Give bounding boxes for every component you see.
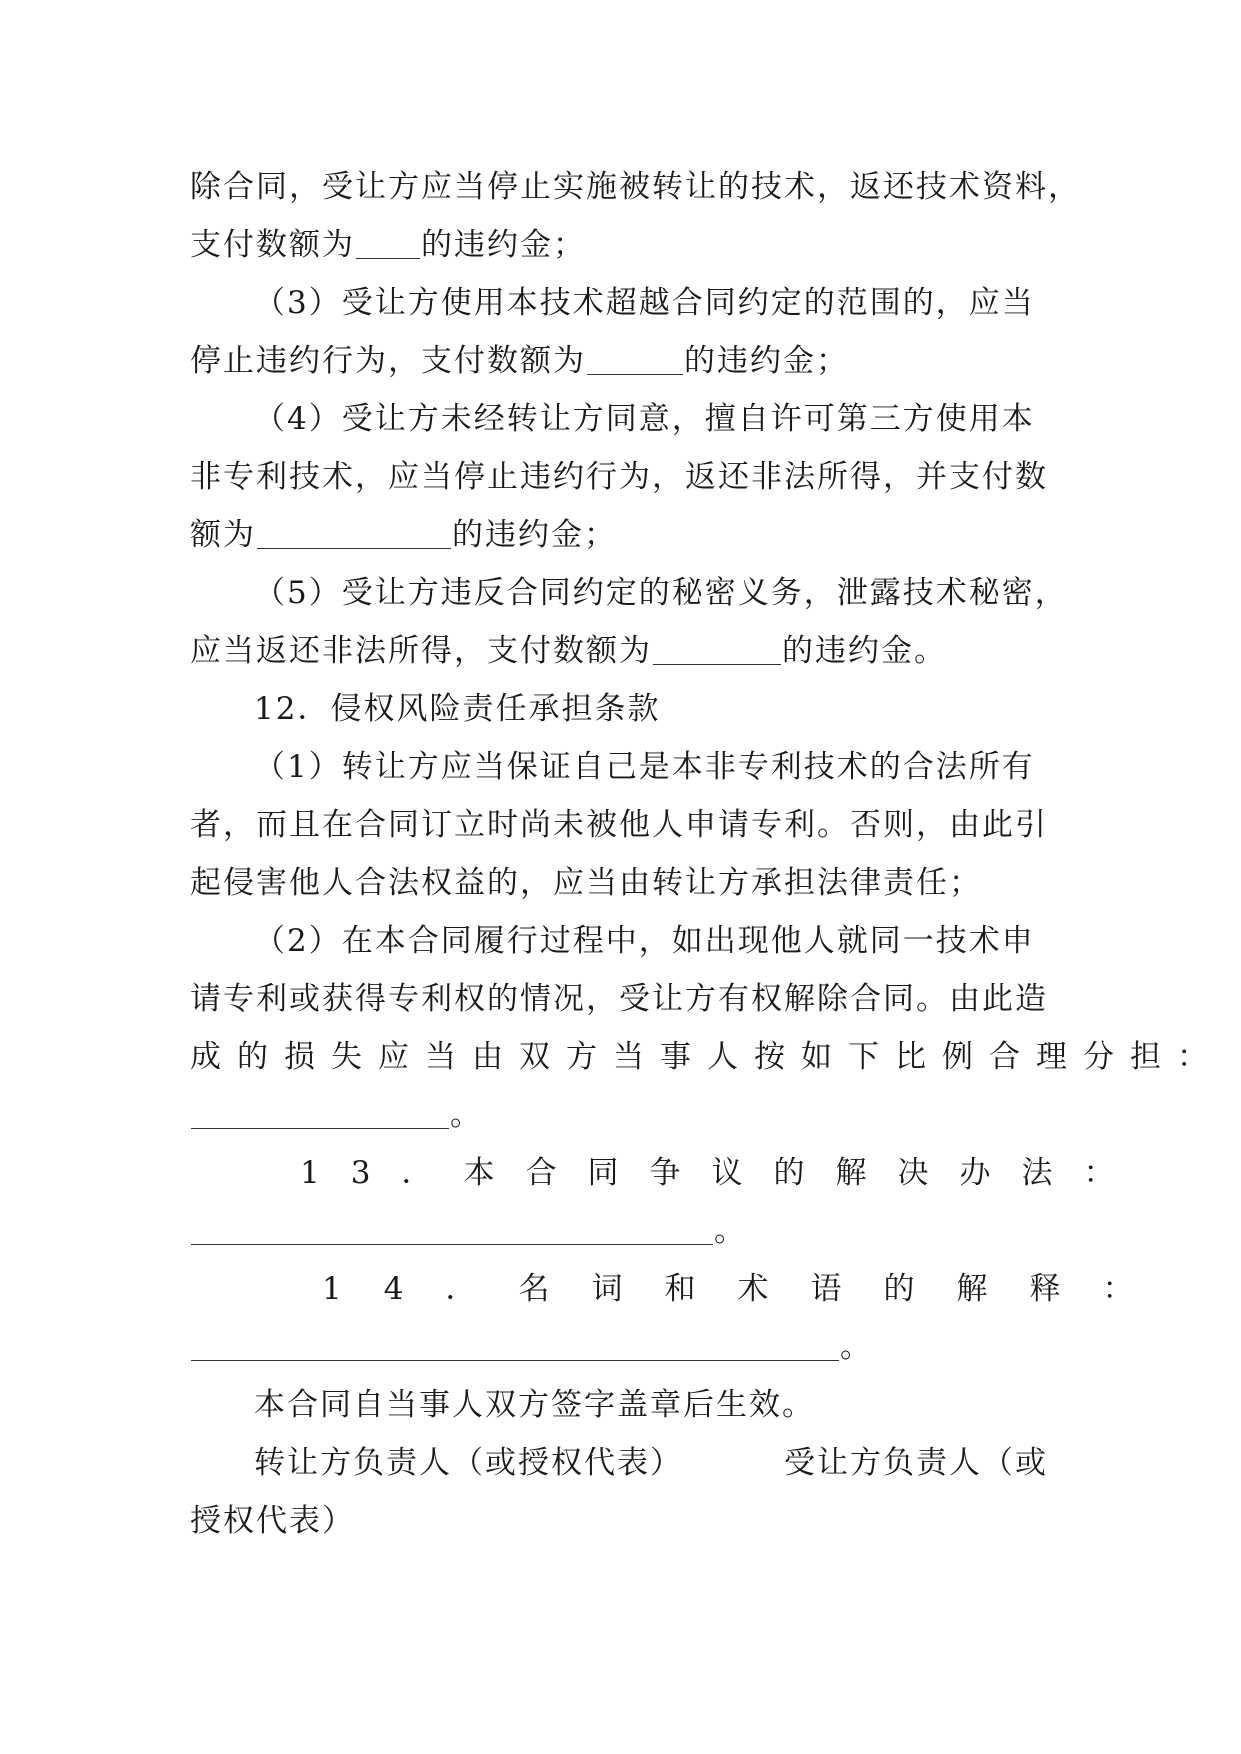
effective-clause: 本合同自当事人双方签字盖章后生效。 (254, 1387, 815, 1423)
text-line-13: （2）在本合同履行过程中，如出现他人就同一技术申 (254, 923, 1035, 959)
text-line-9: 应当返还非法所得，支付数额为 的违约金。 (190, 633, 947, 669)
text-line-14: 请专利或获得专利权的情况，受让方有权解除合同。由此造 (190, 981, 1048, 1017)
fill-blank (191, 1098, 449, 1129)
text-line-6: 非专利技术，应当停止违约行为，返还非法所得，并支付数 (190, 459, 1048, 495)
text-line-12: 起侵害他人合法权益的，应当由转让方承担法律责任； (190, 865, 982, 901)
section-heading-13: 13．本合同争议的解决办法： (300, 1155, 1146, 1191)
text-line-1: 除合同，受让方应当停止实施被转让的技术，返还技术资料， (190, 169, 1081, 205)
text-line-11: 者，而且在合同订立时尚未被他人申请专利。否则，由此引 (190, 807, 1048, 843)
signature-line (254, 1433, 1052, 1493)
justified-text: 成的损失应当由双方当事人按如下比例合理分担： (190, 1039, 1224, 1075)
fill-blank (587, 344, 683, 375)
text-line-7: 额为 的违约金； (190, 517, 617, 553)
text-line-15 (190, 1027, 1224, 1087)
text-line-4: 停止违约行为，支付数额为 的违约金； (190, 343, 849, 379)
fill-blank (653, 634, 781, 665)
section-heading-14: 14．名词和术语的解释： (322, 1271, 1176, 1307)
text-line-2: 支付数额为 的违约金； (190, 227, 586, 263)
text-line-16: 。 (190, 1085, 1052, 1145)
text-line-3: （3）受让方使用本技术超越合同约定的范围的，应当 (254, 285, 1035, 321)
text-line-17: 。 (190, 1201, 1052, 1261)
fill-blank (191, 1330, 839, 1361)
text-line-5: （4）受让方未经转让方同意，擅自许可第三方使用本 (254, 401, 1035, 437)
fill-blank (257, 518, 451, 549)
text-line-19: 授权代表） (190, 1503, 355, 1539)
text-line-18: 。 (190, 1317, 1052, 1377)
transferor-representative: 转让方负责人（或授权代表） (254, 1445, 683, 1481)
text-line-8: （5）受让方违反合同约定的秘密义务，泄露技术秘密， (254, 575, 1068, 611)
transferee-representative: 受让方负责人（或 (784, 1445, 1048, 1481)
section-heading-12: 12．侵权风险责任承担条款 (254, 691, 661, 727)
fill-blank (191, 1214, 713, 1245)
text-line-10: （1）转让方应当保证自己是本非专利技术的合法所有 (254, 749, 1035, 785)
fill-blank (356, 228, 420, 259)
